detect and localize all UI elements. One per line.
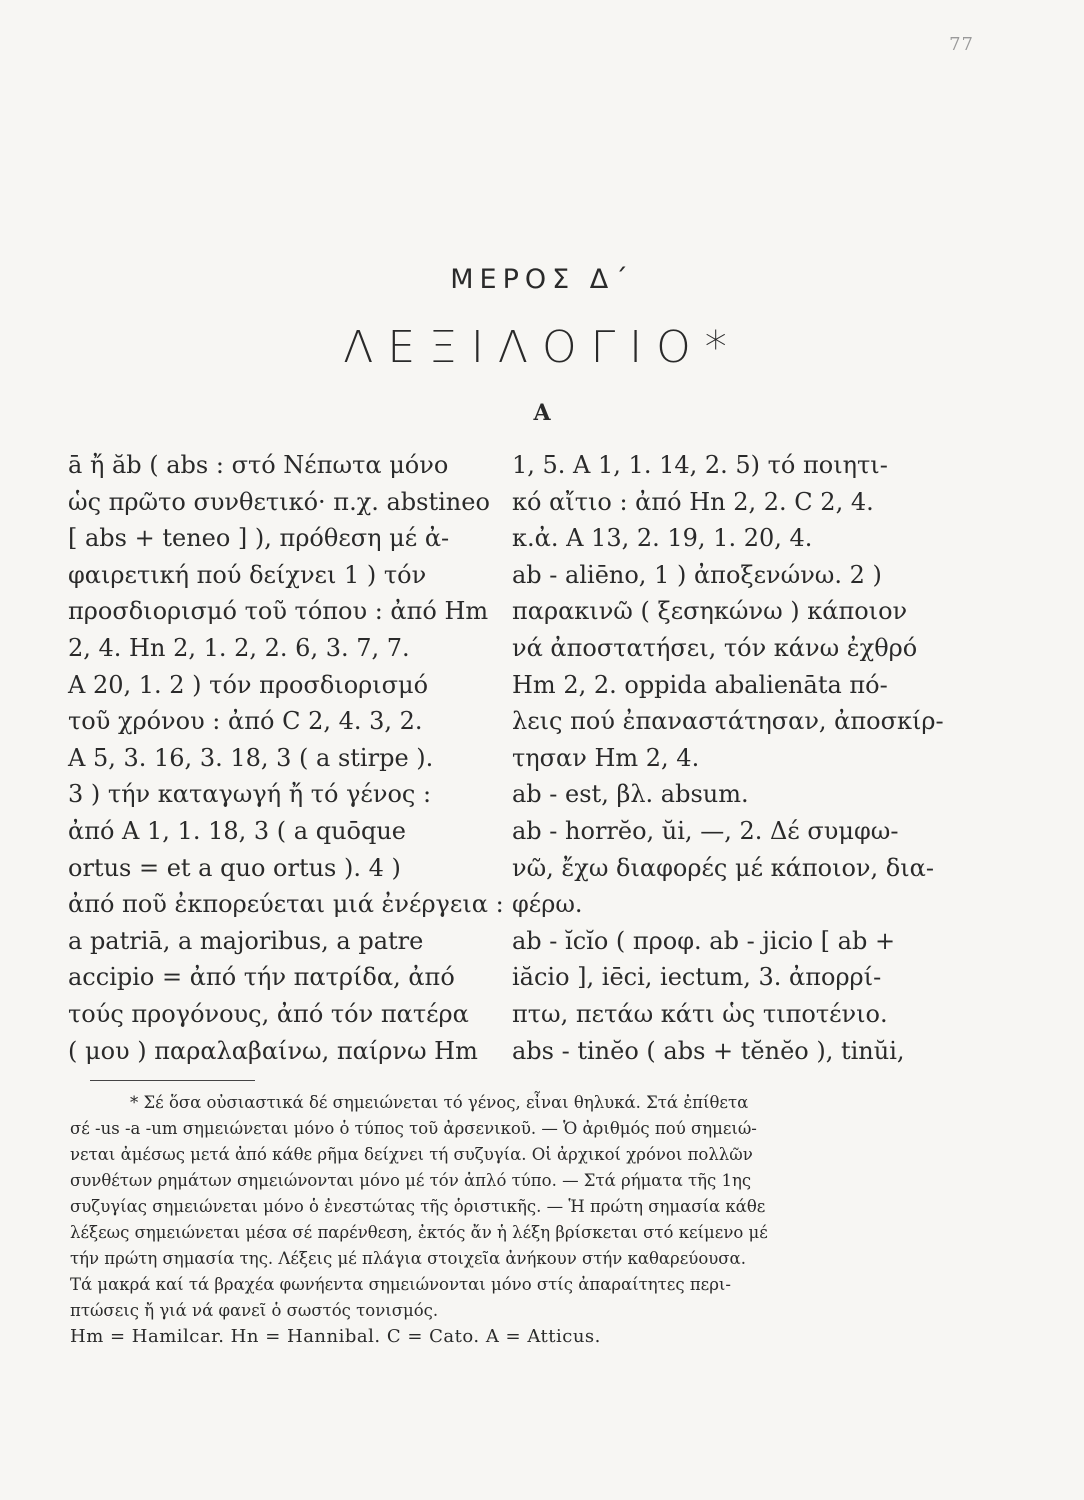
left-column-line: ἀπό A 1, 1. 18, 3 ( a quōque	[68, 816, 406, 845]
part-heading: ΜΕΡΟΣ Δ΄	[450, 264, 634, 295]
left-column-line: a patriā, a majoribus, a patre	[68, 926, 424, 955]
right-column-line: iăcio ], iēci, iectum, 3. ἀπορρί-	[512, 963, 882, 992]
letter-heading: A	[533, 400, 551, 426]
right-column	[512, 447, 952, 1069]
footnote-line: σέ -us -a -um σημειώνεται μόνο ὁ τύπος τοῦ ἀρσενικοῦ. — Ὁ ἀριθμός πού σημειώ-	[70, 1119, 757, 1138]
footnote-line: πτώσεις ἤ γιά νά φανεῖ ὁ σωστός τονισμός.	[70, 1301, 439, 1320]
left-column-line: τοῦ χρόνου : ἀπό C 2, 4. 3, 2.	[68, 707, 423, 736]
footnote-divider	[90, 1080, 255, 1081]
right-column-line: παρακινῶ ( ξεσηκώνω ) κάποιον	[512, 597, 908, 626]
right-column-line: abs - tinĕo ( abs + tĕnĕo ), tinŭi,	[512, 1036, 905, 1065]
left-column-line: [ abs + teneo ] ), πρόθεση μέ ἀ-	[68, 524, 450, 553]
right-column-line: ab - aliēno, 1 ) ἀποξενώνω. 2 )	[512, 560, 882, 589]
page-number: 77	[949, 34, 974, 55]
footnote-line: νεται ἀμέσως μετά ἀπό κάθε ρῆμα δείχνει τή συζυγία. Οἱ ἀρχικοί χρόνοι πολλῶν	[70, 1145, 753, 1164]
left-column-line: 3 ) τήν καταγωγή ἤ τό γένος :	[68, 780, 432, 809]
left-column-line: accipio = ἀπό τήν πατρίδα, ἀπό	[68, 963, 455, 992]
left-column-line: ἀπό ποῦ ἐκπορεύεται μιά ἐνέργεια :	[68, 890, 504, 919]
footnote-line: λέξεως σημειώνεται μέσα σέ παρένθεση, ἐκτός ἄν ἡ λέξη βρίσκεται στό κείμενο μέ	[70, 1223, 768, 1242]
footnote-line: συνθέτων ρημάτων σημειώνονται μόνο μέ τόν ἁπλό τύπο. — Στά ρήματα τῆς 1ης	[70, 1171, 752, 1190]
footnote-abbreviations: Hm = Hamilcar. Hn = Hannibal. C = Cato. A = Atticus.	[70, 1326, 601, 1347]
right-column-line: πτω, πετάω κάτι ὡς τιποτένιο.	[512, 999, 888, 1028]
right-column-line: ab - ĭcĭo ( προφ. ab - jicio [ ab +	[512, 926, 896, 955]
right-column-line: ab - est, βλ. absum.	[512, 780, 749, 809]
footnote-line: τήν πρώτη σημασία της. Λέξεις μέ πλάγια στοιχεῖα ἀνήκουν στήν καθαρεύουσα.	[70, 1249, 746, 1268]
right-column-line: φέρω.	[512, 890, 583, 919]
right-column-line: κ.ἀ. A 13, 2. 19, 1. 20, 4.	[512, 524, 813, 553]
left-column-line: A 20, 1. 2 ) τόν προσδιορισμό	[68, 670, 429, 699]
left-column-line: ortus = et a quo ortus ). 4 )	[68, 853, 401, 882]
left-column-line: ā ἤ ăb ( abs : στό Νέπωτα μόνο	[68, 451, 449, 479]
right-column-line: κό αἴτιο : ἀπό Hn 2, 2. C 2, 4.	[512, 487, 874, 516]
left-column	[68, 447, 504, 1069]
left-column-line: τούς προγόνους, ἀπό τόν πατέρα	[68, 999, 469, 1028]
footnote-line: συζυγίας σημειώνεται μόνο ὁ ἐνεστώτας τῆς ὁριστικῆς. — Ἡ πρώτη σημασία κάθε	[70, 1197, 766, 1216]
left-column-line: φαιρετική πού δείχνει 1 ) τόν	[68, 560, 427, 589]
footnote-line: * Σέ ὅσα οὐσιαστικά δέ σημειώνεται τό γένος, εἶναι θηλυκά. Στά ἐπίθετα	[130, 1093, 749, 1112]
right-column-line: λεις πού ἐπαναστάτησαν, ἀποσκίρ-	[512, 707, 944, 736]
left-column-line: A 5, 3. 16, 3. 18, 3 ( a stirpe ).	[68, 743, 434, 772]
footnote-line: Τά μακρά καί τά βραχέα φωνήεντα σημειώνονται μόνο στίς ἀπαραίτητες περι-	[70, 1275, 731, 1294]
right-column-line: νῶ, ἔχω διαφορές μέ κάποιον, δια-	[512, 853, 934, 882]
left-column-line: προσδιορισμό τοῦ τόπου : ἀπό Hm	[68, 597, 489, 626]
right-column-line: ab - horrĕo, ŭi, —, 2. Δέ συμφω-	[512, 816, 899, 845]
left-column-line: 2, 4. Hn 2, 1. 2, 2. 6, 3. 7, 7.	[68, 633, 410, 662]
right-column-line: τησαν Hm 2, 4.	[512, 743, 700, 772]
right-column-line: Hm 2, 2. oppida abalienāta πό-	[512, 670, 888, 699]
left-column-line: ὡς πρῶτο συνθετικό· π.χ. abstineo	[68, 487, 490, 516]
right-column-line: 1, 5. A 1, 1. 14, 2. 5) τό ποιητι-	[512, 451, 888, 479]
right-column-line: νά ἀποστατήσει, τόν κάνω ἐχθρό	[512, 633, 918, 662]
footnote	[70, 1090, 950, 1350]
left-column-line: ( μου ) παραλαβαίνω, παίρνω Hm	[68, 1036, 478, 1065]
section-heading: ΛΕΞΙΛΟΓΙΟ*	[343, 322, 741, 373]
